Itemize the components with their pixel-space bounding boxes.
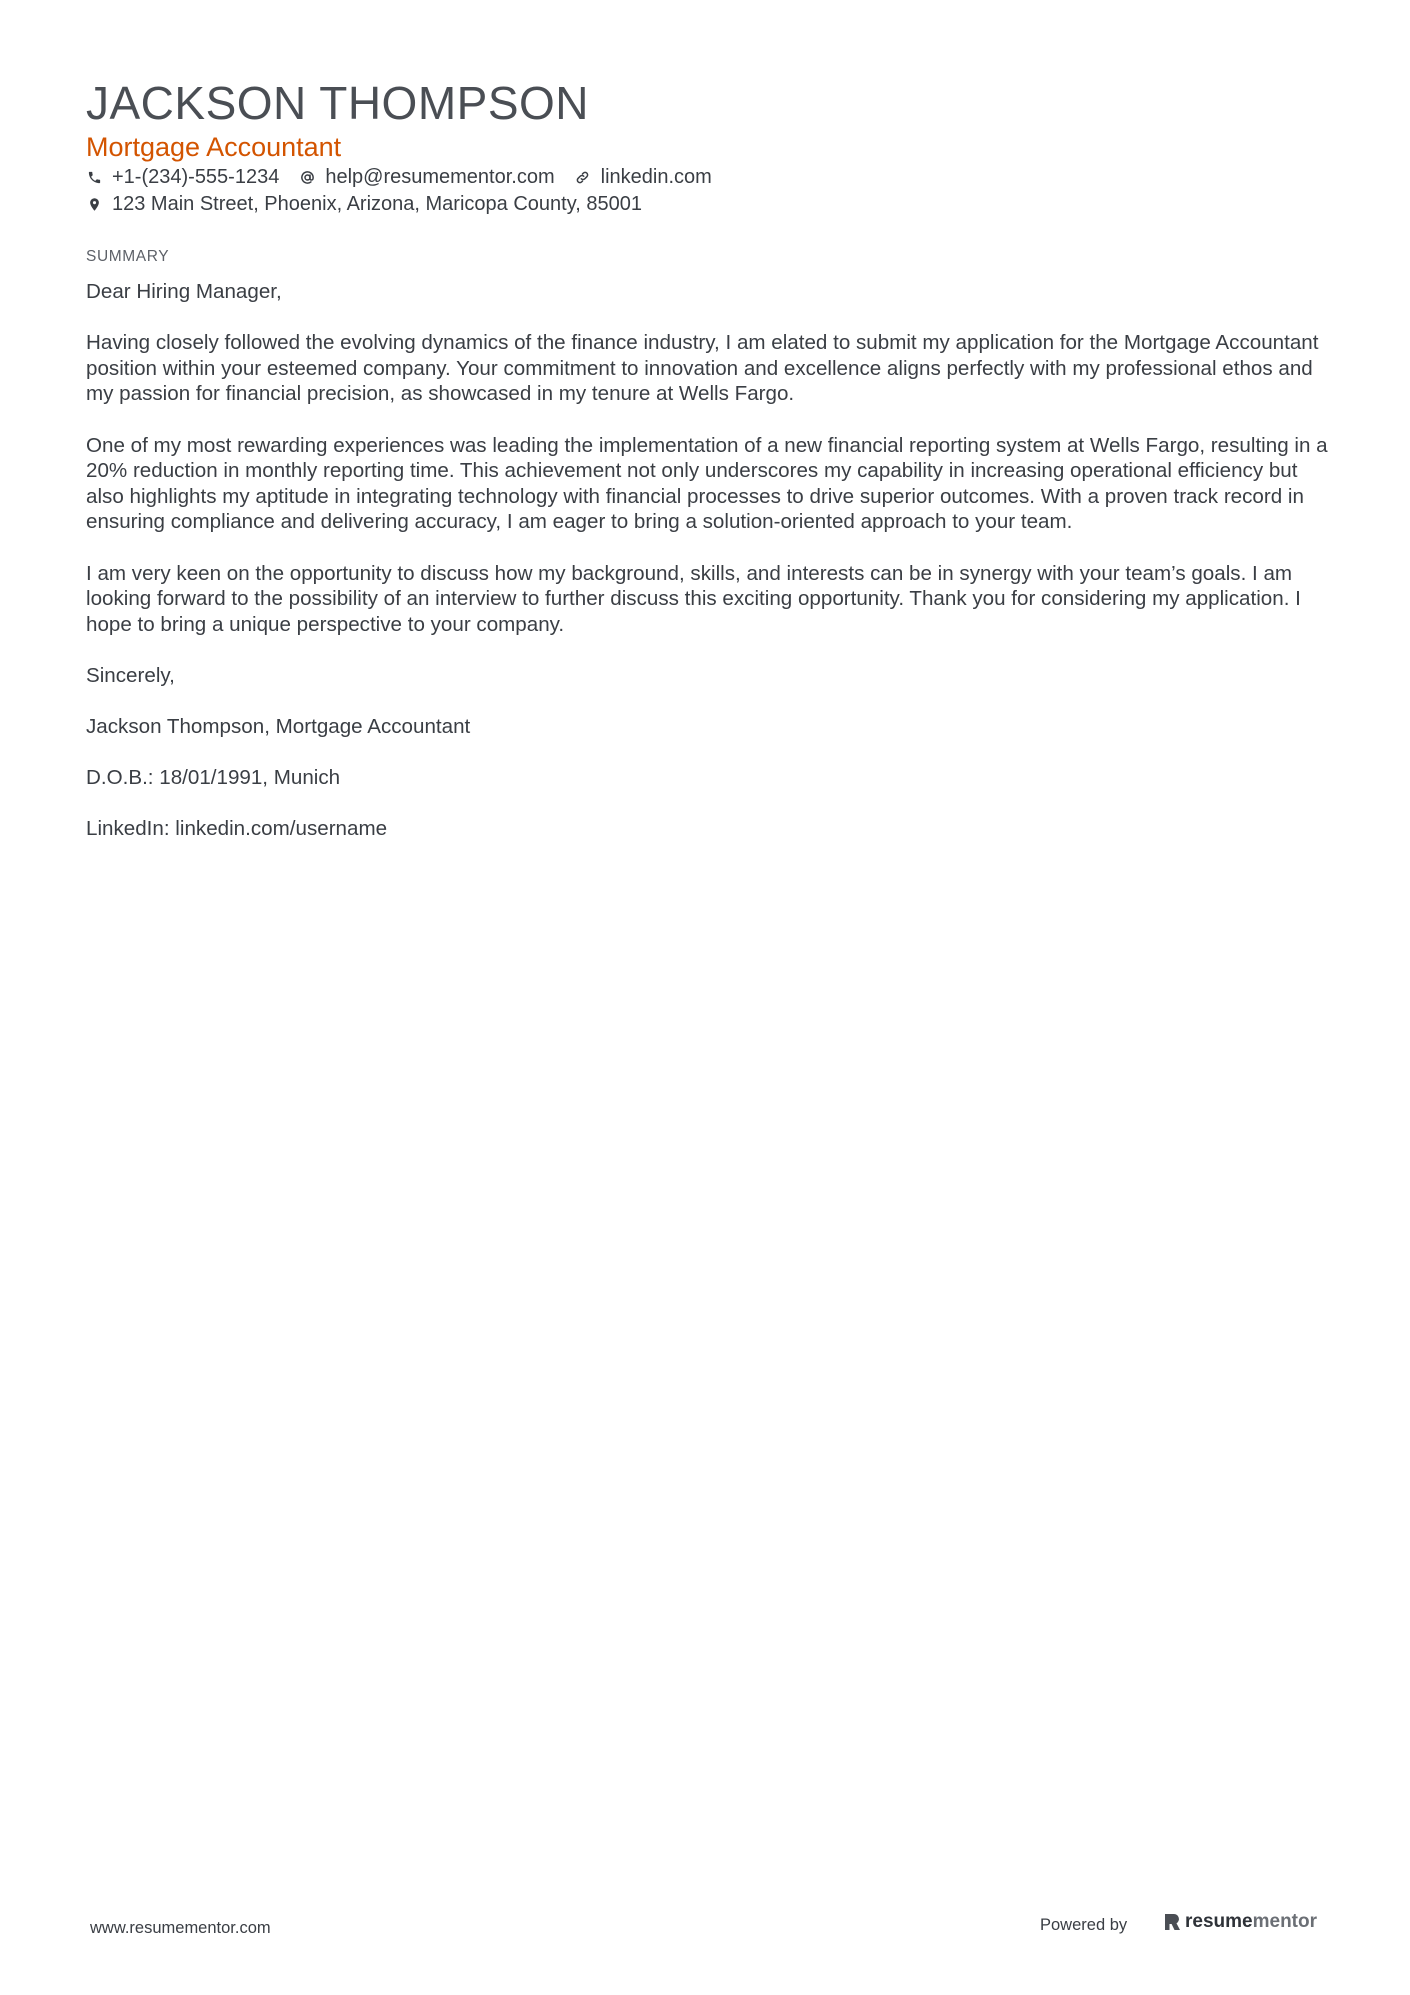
paragraph: Having closely followed the evolving dynamics of the finance industry, I am elated to submit my application for the Mortgage Accountant position within your esteemed company. Your commitment to innovation and excellence aligns perfectly with my professional ethos and my passion for financial precision, as showcased in my tenure at Wells Fargo. (86, 331, 1319, 406)
contact-email[interactable] (299, 164, 554, 190)
address-row (86, 191, 662, 217)
date-of-birth: D.O.B.: 18/01/1991, Munich (86, 766, 341, 790)
logo-word-part1: resume (1185, 1911, 1253, 1932)
logo-word-part2: mentor (1252, 1911, 1318, 1932)
section-heading-summary: SUMMARY (86, 248, 170, 265)
address-value: 123 Main Street, Phoenix, Arizona, Maricopa County, 85001 (112, 193, 642, 215)
at-icon (299, 169, 315, 185)
resumementor-logo[interactable] (1163, 1911, 1317, 1933)
closing: Sincerely, (86, 663, 175, 687)
signature: Jackson Thompson, Mortgage Accountant (86, 715, 471, 739)
email-value: help@resumementor.com (325, 166, 555, 188)
footer-website-link[interactable]: www.resumementor.com (90, 1919, 271, 1937)
greeting: Dear Hiring Manager, (86, 280, 282, 303)
linkedin-line: LinkedIn: linkedin.com/username (86, 817, 388, 841)
contact-address (86, 191, 642, 217)
contact-linkedin[interactable] (575, 164, 712, 190)
link-icon (575, 169, 591, 185)
linkedin-value: linkedin.com (600, 166, 712, 188)
location-pin-icon (86, 196, 102, 212)
paragraph: I am very keen on the opportunity to discuss how my background, skills, and interests can be in synergy with your team’s goals. I am looking forward to the possibility of an interview to further discuss this exciting opportunity. Thank you for considering my application. I hope to bring a unique perspective to your company. (86, 561, 1301, 636)
letter-body (86, 279, 1336, 868)
phone-value: +1-(234)-555-1234 (112, 166, 280, 188)
paragraph: One of my most rewarding experiences was leading the implementation of a new financial reporting system at Wells Fargo, resulting in a 20% reduction in monthly reporting time. This achievement not only underscores my capability in increasing operational efficiency but also highlights my aptitude in integrating technology with financial processes to drive superior outcomes. With a proven track record in ensuring compliance and delivering accuracy, I am eager to bring a solution-oriented approach to your team. (86, 433, 1328, 534)
resumementor-logo-icon (1163, 1912, 1181, 1932)
job-title: Mortgage Accountant (86, 132, 342, 162)
phone-icon (86, 169, 102, 185)
contact-row (86, 164, 732, 190)
powered-by-label: Powered by (1040, 1916, 1128, 1934)
candidate-name: JACKSON THOMPSON (86, 77, 589, 129)
contact-phone (86, 164, 279, 190)
